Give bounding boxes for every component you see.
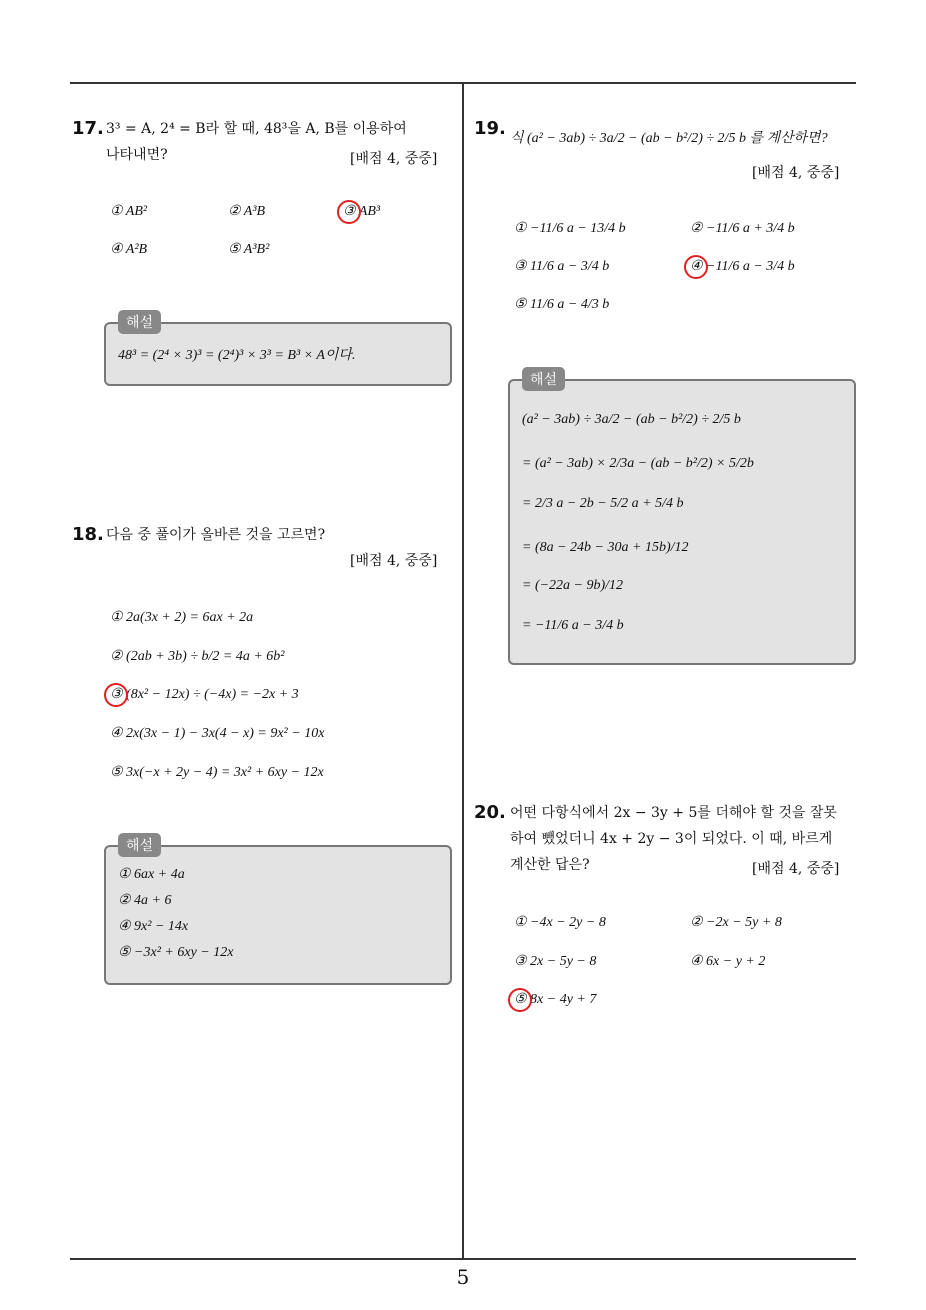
q20-score: [배점 4, 중중] xyxy=(752,861,840,877)
column-divider xyxy=(462,84,464,1258)
q19-number: 19. xyxy=(474,118,506,139)
q20-text-line2: 하여 뺐었더니 4x + 2y − 3이 되었다. 이 때, 바르게 xyxy=(510,831,833,847)
q17-text-line2: 나타내면? xyxy=(106,147,168,163)
q20-option-3[interactable]: ③ 2x − 5y − 8 xyxy=(514,954,597,969)
q18-solution-tag: 해설 xyxy=(118,833,161,857)
q17-option-1[interactable]: ① AB² xyxy=(110,204,148,219)
q19-solution-line: (a² − 3ab) ÷ 3a/2 − (ab − b²/2) ÷ 2/5 b xyxy=(522,412,741,427)
q17-option-4[interactable]: ④ A²B xyxy=(110,242,148,257)
q19-answer-mark xyxy=(684,255,708,279)
q20-option-2[interactable]: ② −2x − 5y + 8 xyxy=(690,915,782,930)
q17-solution-text: 48³ = (2⁴ × 3)³ = (2⁴)³ × 3³ = B³ × A이다. xyxy=(118,348,356,363)
q17-score: [배점 4, 중중] xyxy=(350,151,438,167)
q19-solution-line: = 2/3 a − 2b − 5/2 a + 5/4 b xyxy=(522,496,684,511)
q19-solution-line: = (−22a − 9b)/12 xyxy=(522,578,624,593)
q19-solution-tag: 해설 xyxy=(522,367,565,391)
q19-option-3[interactable]: ③ 11/6 a − 3/4 b xyxy=(514,259,610,274)
q20-option-5[interactable]: ⑤ 8x − 4y + 7 xyxy=(514,992,597,1007)
q17-answer-mark xyxy=(337,200,361,224)
q18-text-line1: 다음 중 풀이가 올바른 것을 고르면? xyxy=(106,527,326,543)
q18-option-3[interactable]: ③ (8x² − 12x) ÷ (−4x) = −2x + 3 xyxy=(110,687,299,702)
q19-option-1[interactable]: ① −11/6 a − 13/4 b xyxy=(514,221,626,236)
q20-option-4[interactable]: ④ 6x − y + 2 xyxy=(690,954,766,969)
q18-solution-line: ① 6ax + 4a xyxy=(118,867,185,882)
q18-option-4[interactable]: ④ 2x(3x − 1) − 3x(4 − x) = 9x² − 10x xyxy=(110,726,325,741)
q19-score: [배점 4, 중중] xyxy=(752,165,840,181)
q17-option-5[interactable]: ⑤ A³B² xyxy=(228,242,270,257)
q18-answer-mark xyxy=(104,683,128,707)
q19-option-2[interactable]: ② −11/6 a + 3/4 b xyxy=(690,221,795,236)
q19-option-5[interactable]: ⑤ 11/6 a − 4/3 b xyxy=(514,297,610,312)
q18-number: 18. xyxy=(72,524,104,545)
q17-solution-tag: 해설 xyxy=(118,310,161,334)
q18-option-5[interactable]: ⑤ 3x(−x + 2y − 4) = 3x² + 6xy − 12x xyxy=(110,765,324,780)
q17-option-2[interactable]: ② A³B xyxy=(228,204,266,219)
q18-solution-line: ⑤ −3x² + 6xy − 12x xyxy=(118,945,234,960)
q19-solution-line: = (8a − 24b − 30a + 15b)/12 xyxy=(522,540,689,555)
page-number: 5 xyxy=(456,1265,470,1289)
q19-option-4[interactable]: ④ −11/6 a − 3/4 b xyxy=(690,259,795,274)
q20-number: 20. xyxy=(474,802,506,823)
q20-option-1[interactable]: ① −4x − 2y − 8 xyxy=(514,915,606,930)
q18-option-1[interactable]: ① 2a(3x + 2) = 6ax + 2a xyxy=(110,610,254,625)
q18-solution-line: ② 4a + 6 xyxy=(118,893,172,908)
q20-text-line1: 어떤 다항식에서 2x − 3y + 5를 더해야 할 것을 잘못 xyxy=(510,805,837,821)
q18-option-2[interactable]: ② (2ab + 3b) ÷ b/2 = 4a + 6b² xyxy=(110,649,285,664)
q17-text-line1: 3³ = A, 2⁴ = B라 할 때, 48³을 A, B를 이용하여 xyxy=(106,121,407,137)
q19-solution-line: = −11/6 a − 3/4 b xyxy=(522,618,624,633)
q20-text-line3: 계산한 답은? xyxy=(510,857,590,873)
q19-solution-line: = (a² − 3ab) × 2/3a − (ab − b²/2) × 5/2b xyxy=(522,456,754,471)
q17-number: 17. xyxy=(72,118,104,139)
q19-text-line1: 식 (a² − 3ab) ÷ 3a/2 − (ab − b²/2) ÷ 2/5 b 를 계산하면? xyxy=(510,131,828,146)
bottom-rule xyxy=(70,1258,856,1260)
q20-answer-mark xyxy=(508,988,532,1012)
q18-solution-line: ④ 9x² − 14x xyxy=(118,919,189,934)
q17-option-3[interactable]: ③ AB³ xyxy=(343,204,381,219)
q18-score: [배점 4, 중중] xyxy=(350,553,438,569)
